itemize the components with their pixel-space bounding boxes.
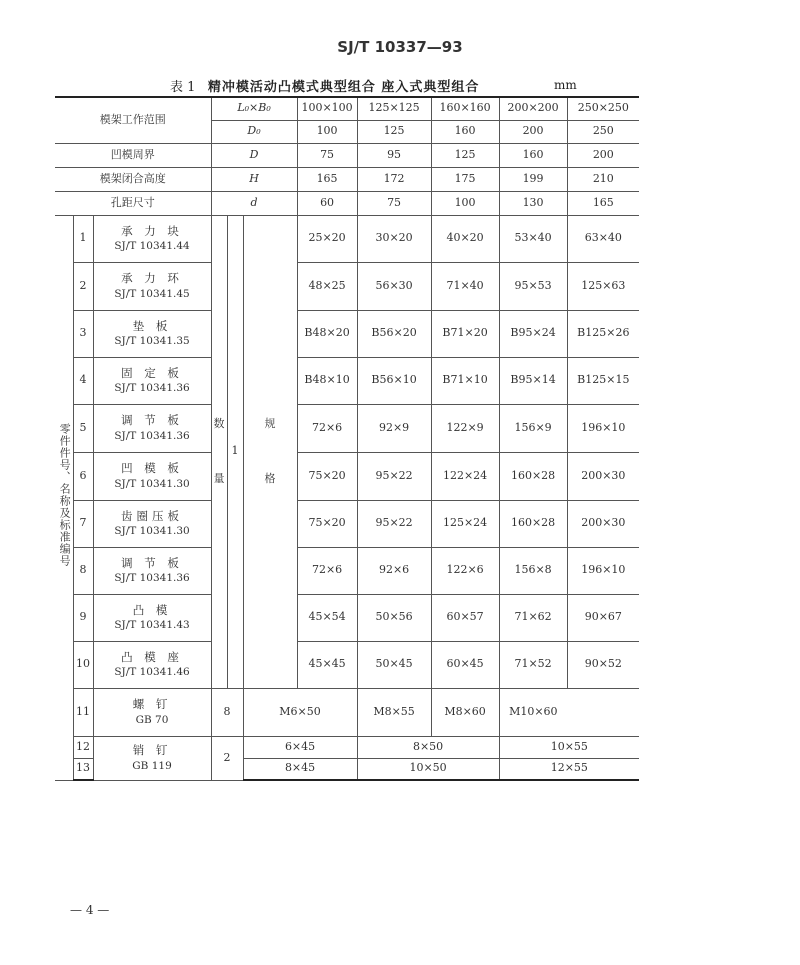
cell: M8×55 xyxy=(357,688,431,736)
cell: 10×50 xyxy=(357,758,499,780)
cell: 165 xyxy=(297,167,357,191)
cell: 160 xyxy=(431,120,499,143)
cell: 50×45 xyxy=(357,641,431,688)
cell: B56×10 xyxy=(357,357,431,404)
label-hole-distance: 孔距尺寸 xyxy=(55,191,211,215)
part-name-text: 凸 模 xyxy=(132,602,172,617)
part-number: 1 xyxy=(73,215,93,262)
cell: 75 xyxy=(297,143,357,167)
part-name-text: 垫 板 xyxy=(132,318,172,333)
cell: B95×14 xyxy=(499,357,567,404)
part-standard: SJ/T 10341.44 xyxy=(114,240,190,253)
quantity-label-2: 量 xyxy=(213,471,225,485)
cell: B71×20 xyxy=(431,310,499,357)
cell: 95×22 xyxy=(357,452,431,500)
cell: 156×8 xyxy=(499,547,567,594)
cell: 200 xyxy=(499,120,567,143)
part-standard: GB 119 xyxy=(132,759,172,772)
part-name-text: 凸 模 座 xyxy=(121,649,183,664)
label-die-perimeter: 凹模周界 xyxy=(55,143,211,167)
part-number: 10 xyxy=(73,641,93,688)
cell: 125×24 xyxy=(431,500,499,547)
part-number: 12 xyxy=(73,736,93,758)
part-number: 5 xyxy=(73,404,93,452)
part-name xyxy=(93,310,211,357)
part-standard: SJ/T 10341.45 xyxy=(114,287,190,300)
cell: 175 xyxy=(431,167,499,191)
cell: 56×30 xyxy=(357,262,431,310)
spec-label-2: 格 xyxy=(264,471,276,485)
part-name-text: 齿圈压板 xyxy=(121,508,184,523)
cell: B125×26 xyxy=(567,310,639,357)
cell: 210 xyxy=(567,167,639,191)
part-name-text: 螺 钉 xyxy=(132,697,172,712)
cell: 200 xyxy=(567,143,639,167)
cell: 40×20 xyxy=(431,215,499,262)
cell: 48×25 xyxy=(297,262,357,310)
cell: 90×52 xyxy=(567,641,639,688)
part-name xyxy=(93,688,211,736)
cell: 95×53 xyxy=(499,262,567,310)
cell: 125 xyxy=(431,143,499,167)
part-number: 6 xyxy=(73,452,93,500)
cell: 196×10 xyxy=(567,547,639,594)
cell: 72×6 xyxy=(297,404,357,452)
part-name-text: 固 定 板 xyxy=(121,365,183,380)
cell: 60 xyxy=(297,191,357,215)
part-number: 3 xyxy=(73,310,93,357)
cell: 60×45 xyxy=(431,641,499,688)
cell: 6×45 xyxy=(243,736,357,758)
cell: 45×54 xyxy=(297,594,357,641)
cell: 95×22 xyxy=(357,500,431,547)
cell: 200×30 xyxy=(567,452,639,500)
symbol-D: D xyxy=(211,143,297,167)
part-name xyxy=(93,500,211,547)
cell: 172 xyxy=(357,167,431,191)
cell: B48×20 xyxy=(297,310,357,357)
part-number: 9 xyxy=(73,594,93,641)
cell: B56×20 xyxy=(357,310,431,357)
part-number: 4 xyxy=(73,357,93,404)
cell: 53×40 xyxy=(499,215,567,262)
part-standard: SJ/T 10341.30 xyxy=(114,477,190,490)
cell: M6×50 xyxy=(243,688,357,736)
cell: 156×9 xyxy=(499,404,567,452)
parts-side-label xyxy=(55,215,73,780)
cell: 8×50 xyxy=(357,736,499,758)
part-name-text: 调 节 板 xyxy=(121,555,183,570)
quantity-cell: 2 xyxy=(211,736,243,780)
cell: 90×67 xyxy=(567,594,639,641)
part-number: 8 xyxy=(73,547,93,594)
cell: 92×9 xyxy=(357,404,431,452)
part-name-text: 承 力 块 xyxy=(121,223,183,238)
part-name xyxy=(93,404,211,452)
cell: 50×56 xyxy=(357,594,431,641)
cell: 71×40 xyxy=(431,262,499,310)
part-name-text: 承 力 环 xyxy=(121,271,183,286)
part-name-text: 销 钉 xyxy=(132,743,172,758)
unit-label: mm xyxy=(554,78,577,92)
cell: M8×60 xyxy=(431,688,499,736)
cell: 71×52 xyxy=(499,641,567,688)
cell: B71×10 xyxy=(431,357,499,404)
part-name-text: 调 节 板 xyxy=(121,413,183,428)
cell: 45×45 xyxy=(297,641,357,688)
cell: 160×28 xyxy=(499,452,567,500)
part-number: 13 xyxy=(73,758,93,780)
cell: 75×20 xyxy=(297,500,357,547)
part-standard: SJ/T 10341.36 xyxy=(114,572,190,585)
part-number: 7 xyxy=(73,500,93,547)
part-name xyxy=(93,594,211,641)
part-standard: SJ/T 10341.46 xyxy=(114,666,190,679)
cell: 250 xyxy=(567,120,639,143)
part-name-text: 凹 模 板 xyxy=(121,461,183,476)
cell: 200×30 xyxy=(567,500,639,547)
symbol-LB: L₀×B₀ xyxy=(211,97,297,120)
cell: 72×6 xyxy=(297,547,357,594)
part-name xyxy=(93,452,211,500)
cell: 100 xyxy=(431,191,499,215)
cell: 12×55 xyxy=(499,758,639,780)
table-title: 精冲模活动凸模式典型组合 座入式典型组合 xyxy=(207,80,480,95)
table-caption xyxy=(170,76,479,95)
part-name xyxy=(93,736,211,780)
cell: 30×20 xyxy=(357,215,431,262)
part-number: 11 xyxy=(73,688,93,736)
cell: 125×63 xyxy=(567,262,639,310)
cell: 165 xyxy=(567,191,639,215)
part-standard: SJ/T 10341.36 xyxy=(114,429,190,442)
cell: 75 xyxy=(357,191,431,215)
cell: 250×250 xyxy=(567,97,639,120)
part-name xyxy=(93,215,211,262)
symbol-H: H xyxy=(211,167,297,191)
label-closed-height: 模架闭合高度 xyxy=(55,167,211,191)
cell: 122×24 xyxy=(431,452,499,500)
cell: B125×15 xyxy=(567,357,639,404)
cell: 25×20 xyxy=(297,215,357,262)
cell: 130 xyxy=(499,191,567,215)
cell: 100×100 xyxy=(297,97,357,120)
cell: 60×57 xyxy=(431,594,499,641)
cell: 125×125 xyxy=(357,97,431,120)
cell: 122×6 xyxy=(431,547,499,594)
part-standard: SJ/T 10341.43 xyxy=(114,619,190,632)
quantity-label xyxy=(211,215,227,688)
cell: 95 xyxy=(357,143,431,167)
part-number: 2 xyxy=(73,262,93,310)
cell: 71×62 xyxy=(499,594,567,641)
spec-label-1: 规 xyxy=(264,416,276,430)
cell: 92×6 xyxy=(357,547,431,594)
quantity-cell: 8 xyxy=(211,688,243,736)
cell: 200×200 xyxy=(499,97,567,120)
document-code: SJ/T 10337—93 xyxy=(337,38,463,56)
cell: 125 xyxy=(357,120,431,143)
cell: 199 xyxy=(499,167,567,191)
spec-label xyxy=(243,215,297,688)
cell: 8×45 xyxy=(243,758,357,780)
cell: 75×20 xyxy=(297,452,357,500)
cell: 196×10 xyxy=(567,404,639,452)
symbol-d: d xyxy=(211,191,297,215)
cell: B48×10 xyxy=(297,357,357,404)
cell: 122×9 xyxy=(431,404,499,452)
part-standard: SJ/T 10341.35 xyxy=(114,335,190,348)
part-name xyxy=(93,262,211,310)
part-standard: SJ/T 10341.36 xyxy=(114,382,190,395)
page-number: — 4 — xyxy=(70,903,110,917)
cell: B95×24 xyxy=(499,310,567,357)
cell: 160×160 xyxy=(431,97,499,120)
symbol-D0: D₀ xyxy=(211,120,297,143)
parts-side-text: 零件件号、名称及标准编号 xyxy=(58,423,72,568)
cell: 63×40 xyxy=(567,215,639,262)
spec-table xyxy=(55,96,639,781)
cell: 10×55 xyxy=(499,736,639,758)
quantity-value: 1 xyxy=(227,215,243,688)
cell: 160×28 xyxy=(499,500,567,547)
quantity-label-1: 数 xyxy=(213,416,225,430)
cell: M10×60 xyxy=(499,688,567,736)
cell: 160 xyxy=(499,143,567,167)
label-work-range: 模架工作范围 xyxy=(55,97,211,143)
table-number: 表 1 xyxy=(170,80,196,95)
part-standard: GB 70 xyxy=(135,713,169,726)
part-name xyxy=(93,547,211,594)
part-name xyxy=(93,357,211,404)
part-name xyxy=(93,641,211,688)
part-standard: SJ/T 10341.30 xyxy=(114,525,190,538)
cell: 100 xyxy=(297,120,357,143)
